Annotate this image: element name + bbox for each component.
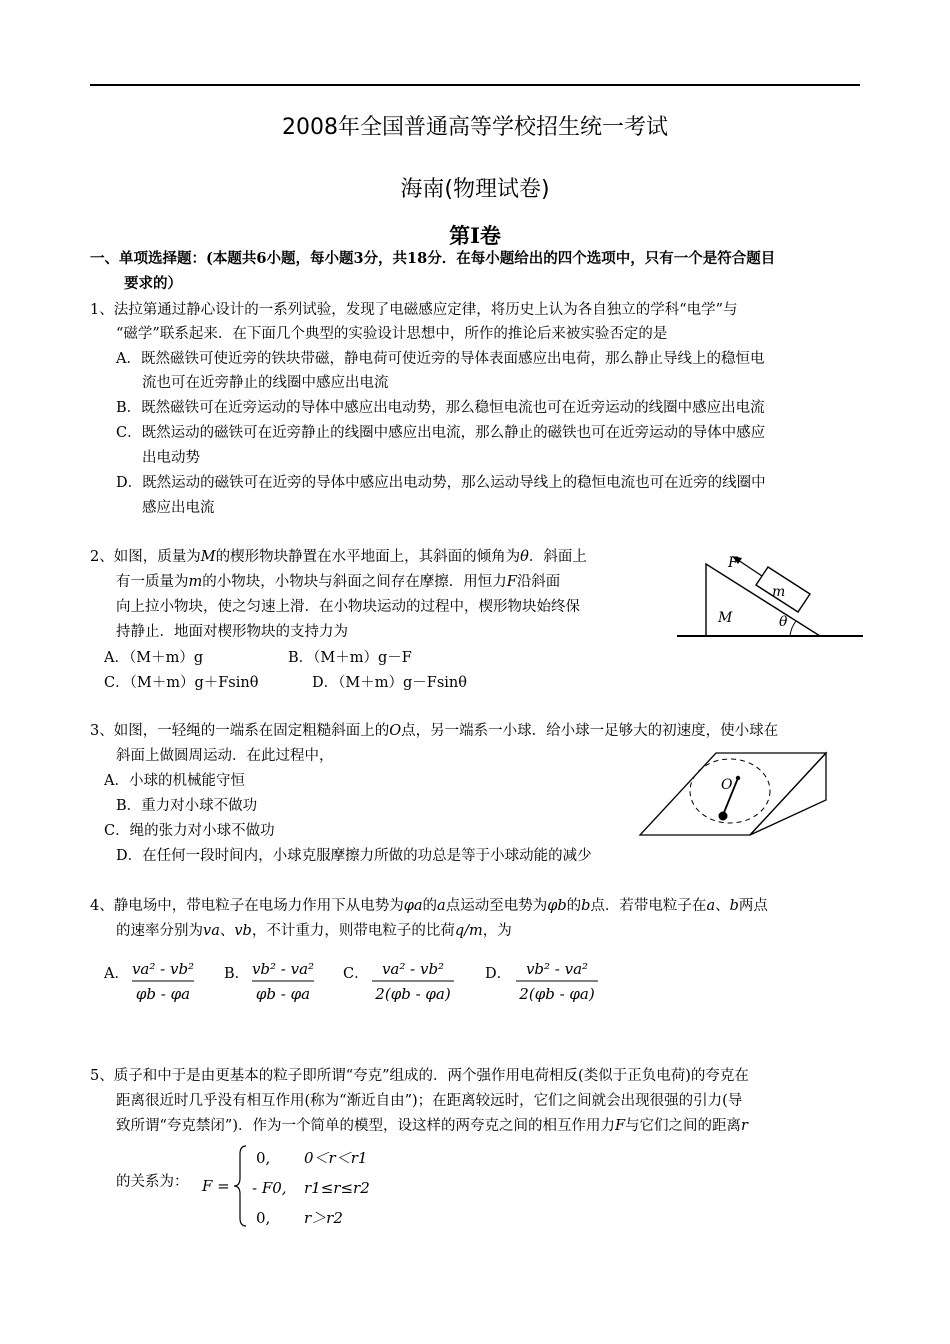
label-theta: θ xyxy=(779,614,788,630)
label-F: F xyxy=(728,555,738,571)
q3-option-c: C．绳的张力对小球不做功 xyxy=(104,823,275,839)
q4-option-d-fraction xyxy=(512,954,602,1004)
q4-a-numerator: va² - vb² xyxy=(131,960,195,978)
q1-option-d: D．既然运动的磁铁可在近旁的导体中感应出电动势，那么运动导线上的稳恒电流也可在近旁的线圈中 xyxy=(116,475,766,491)
force-arrow xyxy=(738,560,762,576)
case3-value: 0, xyxy=(256,1209,271,1227)
q3-stem-line2: 斜面上做圆周运动．在此过程中， xyxy=(116,748,334,764)
exam-title: 2008年全国普通高等学校招生统一考试 xyxy=(282,115,668,140)
section-heading: 一、单项选择题：(本题共6小题，每小题3分，共18分．在每小题给出的四个选项中，只有一个是符合题目 xyxy=(90,250,776,267)
q4-option-c-label: C． xyxy=(343,966,369,982)
case1-condition: 0＜r＜r1 xyxy=(304,1149,368,1167)
q3-option-a: A．小球的机械能守恒 xyxy=(104,773,245,789)
q4-b-denominator: φb - φa xyxy=(255,985,311,1003)
q4-c-denominator: 2(φb - φa) xyxy=(375,985,451,1003)
q1-option-a-cont: 流也可在近旁静止的线圈中感应出电流 xyxy=(142,375,389,391)
q3-option-d: D．在任何一段时间内，小球克服摩擦力所做的功总是等于小球动能的减少 xyxy=(116,848,592,864)
label-O: O xyxy=(721,777,733,793)
q1-option-d-cont: 感应出电流 xyxy=(142,500,215,516)
q4-option-d-label: D． xyxy=(485,966,512,982)
q4-option-b-label: B． xyxy=(224,966,250,982)
q2-wedge-figure xyxy=(670,545,870,645)
q4-stem: 4、静电场中，带电粒子在电场力作用下从电势为φa的a点运动至电势为φb的b点．若带电粒子在a、b两点 xyxy=(90,898,768,914)
q3-incline-figure xyxy=(636,745,836,840)
q3-stem: 3、如图，一轻绳的一端系在固定粗糙斜面上的O点，另一端系一小球．给小球一足够大的初速度，使小球在 xyxy=(90,723,779,739)
q4-option-c-fraction xyxy=(368,954,458,1004)
exam-subtitle: 海南(物理试卷) xyxy=(400,177,550,202)
q5-piecewise-formula xyxy=(196,1140,396,1235)
q2-option-d: D．（M＋m）g－Fsinθ xyxy=(312,675,467,691)
ball xyxy=(719,812,728,821)
incline-surface xyxy=(640,753,826,835)
volume-heading: 第Ⅰ卷 xyxy=(449,223,501,248)
q1-option-b: B．既然磁铁可在近旁运动的导体中感应出电动势，那么稳恒电流也可在近旁运动的线圈中感应出电流 xyxy=(116,400,765,416)
q5-stem: 5、质子和中于是由更基本的粒子即所谓“夸克”组成的．两个强作用电荷相反(类似于正负电荷)的夸克在 xyxy=(90,1068,749,1084)
case2-value: - F0, xyxy=(252,1179,287,1197)
q1-option-c: C．既然运动的磁铁可在近旁静止的线圈中感应出电流，那么静止的磁铁也可在近旁运动的导体中感应 xyxy=(116,425,766,441)
q4-c-numerator: va² - vb² xyxy=(381,960,445,978)
q1-option-c-cont: 出电动势 xyxy=(142,450,200,466)
q4-b-numerator: vb² - va² xyxy=(251,960,315,978)
section-heading-cont: 要求的） xyxy=(124,275,182,292)
q4-option-a-fraction xyxy=(128,954,198,1004)
top-rule xyxy=(90,84,860,86)
q5-stem-line3: 致所谓“夸克禁闭”)．作为一个简单的模型，设这样的两夸克之间的相互作用力F与它们之间的距离r xyxy=(116,1118,748,1134)
case3-condition: r＞r2 xyxy=(304,1209,343,1227)
q2-stem-line2: 有一质量为m的小物块，小物块与斜面之间存在摩擦．用恒力F沿斜面 xyxy=(116,574,561,590)
q1-option-a: A．既然磁铁可使近旁的铁块带磁，静电荷可使近旁的导体表面感应出电荷，那么静止导线上的稳恒电 xyxy=(116,351,765,367)
brace xyxy=(234,1146,246,1226)
q2-option-b: B．（M＋m）g－F xyxy=(288,650,412,666)
formula-lhs: F = xyxy=(202,1177,230,1195)
case2-condition: r1≤r≤r2 xyxy=(304,1179,370,1197)
q2-option-a: A．（M＋m）g xyxy=(104,650,204,666)
q5-relation-label: 的关系为： xyxy=(116,1174,189,1190)
q4-a-denominator: φb - φa xyxy=(135,985,191,1003)
q2-stem-line3: 向上拉小物块，使之匀速上滑．在小物块运动的过程中，楔形物块始终保 xyxy=(116,599,580,615)
q2-stem: 2、如图，质量为M的楔形物块静置在水平地面上，其斜面的倾角为θ．斜面上 xyxy=(90,549,587,565)
q1-stem: 1、法拉第通过静心设计的一系列试验，发现了电磁感应定律，将历史上认为各自独立的学科“电学”与 xyxy=(90,302,738,318)
q1-stem-cont: “磁学”联系起来．在下面几个典型的实验设计思想中，所作的推论后来被实验否定的是 xyxy=(116,326,668,342)
pivot-point xyxy=(736,776,740,780)
q3-option-b: B．重力对小球不做功 xyxy=(116,798,258,814)
label-m: m xyxy=(772,584,786,600)
incline-side xyxy=(750,753,826,835)
q2-stem-line4: 持静止．地面对楔形物块的支持力为 xyxy=(116,624,348,640)
q2-option-c: C．（M＋m）g＋Fsinθ xyxy=(104,675,259,691)
q4-d-denominator: 2(φb - φa) xyxy=(519,985,595,1003)
case1-value: 0, xyxy=(256,1149,271,1167)
q4-stem-line2: 的速率分别为va、vb，不计重力，则带电粒子的比荷q/m，为 xyxy=(116,923,512,939)
q4-d-numerator: vb² - va² xyxy=(525,960,589,978)
q4-option-a-label: A． xyxy=(104,966,129,982)
q5-stem-line2: 距离很近时几乎没有相互作用(称为“渐近自由”)；在距离较远时，它们之间就会出现很强的引力(导 xyxy=(116,1093,743,1109)
label-M: M xyxy=(718,610,733,626)
q4-option-b-fraction xyxy=(248,954,318,1004)
angle-arc xyxy=(790,621,796,636)
